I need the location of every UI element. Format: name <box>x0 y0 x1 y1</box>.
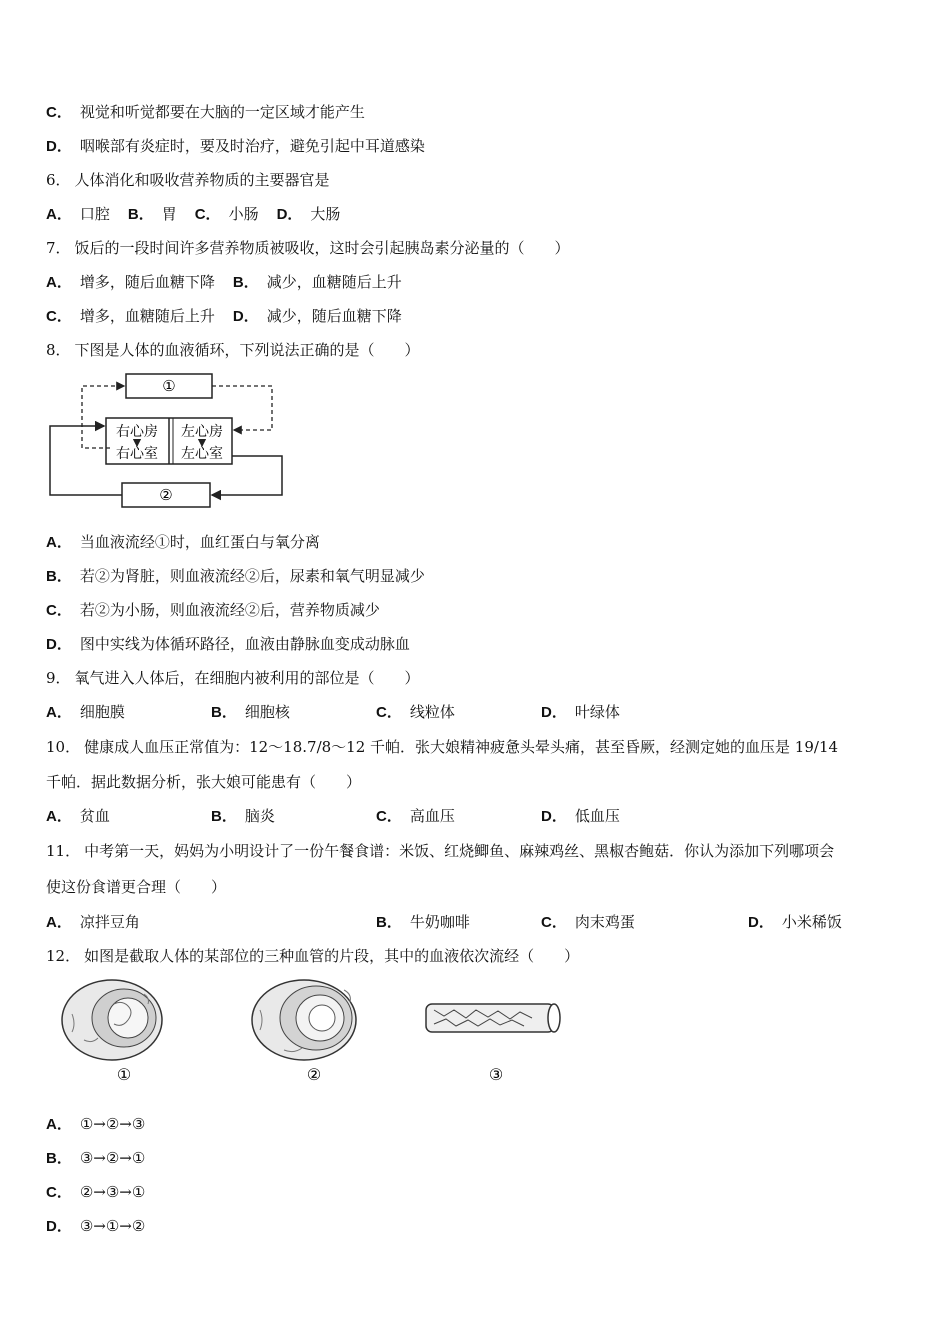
option-text: 线粒体 <box>409 703 455 721</box>
q11-option-a[interactable] <box>46 912 140 933</box>
q12-stem <box>46 946 579 966</box>
q10-stem-line1 <box>46 737 838 757</box>
question-number: 10． <box>46 738 81 756</box>
question-text: 中考第一天，妈妈为小明设计了一份午餐食谱：米饭、红烧鲫鱼、麻辣鸡丝、黑椒杏鲍菇．你认为添加下列哪项会 <box>84 842 835 860</box>
question-text: 氧气进入人体后，在细胞内被利用的部位是（ ） <box>74 669 420 687</box>
q11-option-b[interactable] <box>376 912 470 933</box>
option-label: B． <box>211 808 237 825</box>
q7-option-a[interactable] <box>46 272 215 293</box>
option-text: 脑炎 <box>244 807 275 825</box>
option-label: A． <box>46 534 72 551</box>
option-text: 图中实线为体循环路径，血液由静脉血变成动脉血 <box>79 635 410 653</box>
q6-option-d[interactable] <box>277 204 341 225</box>
option-text: 当血液流经①时，血红蛋白与氧分离 <box>79 533 320 551</box>
q10-option-b[interactable] <box>211 806 275 827</box>
option-text: 大肠 <box>310 205 341 223</box>
q10-stem-line2 <box>46 772 361 792</box>
option-text: 减少，随后血糖下降 <box>266 307 402 325</box>
left-ventricle-label: 左心室 <box>181 446 223 462</box>
q6-stem <box>46 170 330 190</box>
option-label: C． <box>46 1184 72 1201</box>
figure-label-2: ② <box>306 1065 322 1084</box>
q11-option-c[interactable] <box>541 912 635 933</box>
q8-option-b[interactable] <box>46 566 425 587</box>
q8-stem <box>46 340 420 360</box>
q6-option-a[interactable] <box>46 204 110 225</box>
q6-options <box>46 204 358 225</box>
option-label: A． <box>46 704 72 721</box>
q12-option-d[interactable] <box>46 1216 145 1237</box>
q8-option-d[interactable] <box>46 634 410 655</box>
question-text: 千帕．据此数据分析，张大娘可能患有（ ） <box>46 773 362 791</box>
option-text: ③→①→② <box>79 1217 146 1235</box>
q7-options-ab <box>46 272 420 293</box>
blood-vessels-figure <box>44 974 574 1086</box>
question-text: 人体消化和吸收营养物质的主要器官是 <box>74 171 330 189</box>
option-label: D． <box>46 138 72 155</box>
option-text: 肉末鸡蛋 <box>574 913 635 931</box>
option-text: 牛奶咖啡 <box>409 913 470 931</box>
option-text: 细胞核 <box>244 703 290 721</box>
option-text: 胃 <box>161 205 177 223</box>
q7-option-b[interactable] <box>233 272 402 293</box>
q6-option-c[interactable] <box>195 204 259 225</box>
circulation-diagram <box>44 370 289 510</box>
q7-stem <box>46 238 570 258</box>
question-number: 8． <box>46 341 71 359</box>
option-text: 小肠 <box>228 205 259 223</box>
option-text: 减少，血糖随后上升 <box>266 273 402 291</box>
option-label: C． <box>194 206 221 223</box>
option-text: 凉拌豆角 <box>79 913 140 931</box>
q10-option-a[interactable] <box>46 806 110 827</box>
q9-option-d[interactable] <box>541 702 620 723</box>
option-text: 若②为肾脏，则血液流经②后，尿素和氧气明显减少 <box>79 567 425 585</box>
question-number: 7． <box>46 239 71 257</box>
option-text: 咽喉部有炎症时，要及时治疗，避免引起中耳道感染 <box>79 137 425 155</box>
option-label: C． <box>376 808 402 825</box>
option-text: ③→②→① <box>79 1149 146 1167</box>
q7-option-d[interactable] <box>233 306 402 327</box>
question-text: 健康成人血压正常值为：12～18.7/8～12 千帕．张大娘精神疲惫头晕头痛，甚至昏厥，经测定她的血压是 19/14 <box>84 738 839 756</box>
q9-option-a[interactable] <box>46 702 125 723</box>
option-label: B． <box>232 274 259 291</box>
question-text: 下图是人体的血液循环，下列说法正确的是（ ） <box>74 341 420 359</box>
option-text: 细胞膜 <box>79 703 125 721</box>
q10-option-c[interactable] <box>376 806 455 827</box>
q8-option-c[interactable] <box>46 600 380 621</box>
q7-options-cd <box>46 306 420 327</box>
question-text: 使这份食谱更合理（ ） <box>46 878 227 896</box>
q6-option-b[interactable] <box>128 204 177 225</box>
option-text: ②→③→① <box>79 1183 146 1201</box>
option-label: B． <box>46 1150 72 1167</box>
option-text: 小米稀饭 <box>781 913 842 931</box>
q7-option-c[interactable] <box>46 306 215 327</box>
q9-option-b[interactable] <box>211 702 290 723</box>
option-label: C． <box>376 704 402 721</box>
option-label: B． <box>376 914 402 931</box>
q11-stem-line1 <box>46 841 834 861</box>
option-label: A． <box>46 914 72 931</box>
option-label: A． <box>46 206 72 223</box>
figure-label-1: ① <box>116 1065 132 1084</box>
box-2-label: ② <box>159 486 173 504</box>
vessel-3-capillary <box>426 1004 560 1032</box>
q9-stem <box>46 668 420 688</box>
q8-option-a[interactable] <box>46 532 320 553</box>
option-label: A． <box>46 274 72 291</box>
right-atrium-label: 右心房 <box>116 424 158 440</box>
option-label: B． <box>127 206 154 223</box>
option-label: D． <box>541 808 567 825</box>
option-text: 增多，血糖随后上升 <box>79 307 215 325</box>
option-text: ①→②→③ <box>79 1115 146 1133</box>
option-label: C． <box>46 602 72 619</box>
question-number: 6． <box>46 171 71 189</box>
option-text: 贫血 <box>79 807 110 825</box>
option-label: A． <box>46 1116 72 1133</box>
q5-option-d[interactable] <box>46 136 425 157</box>
question-number: 9． <box>46 669 71 687</box>
option-text: 高血压 <box>409 807 455 825</box>
q11-option-d[interactable] <box>748 912 842 933</box>
option-label: D． <box>748 914 774 931</box>
option-label: B． <box>211 704 237 721</box>
option-label: D． <box>276 206 303 223</box>
option-text: 口腔 <box>79 205 110 223</box>
option-text: 视觉和听觉都要在大脑的一定区域才能产生 <box>79 103 365 121</box>
q9-option-c[interactable] <box>376 702 455 723</box>
option-text: 低血压 <box>574 807 620 825</box>
q12-option-a[interactable] <box>46 1114 145 1135</box>
box-1-label: ① <box>162 377 176 395</box>
option-label: D． <box>541 704 567 721</box>
option-label: A． <box>46 808 72 825</box>
q11-stem-line2 <box>46 877 226 897</box>
question-number: 11． <box>46 842 81 860</box>
vessel-2-vein <box>252 980 356 1060</box>
right-ventricle-label: 右心室 <box>116 446 158 462</box>
left-atrium-label: 左心房 <box>181 424 223 440</box>
figure-label-3: ③ <box>488 1065 504 1084</box>
question-text: 饭后的一段时间许多营养物质被吸收，这时会引起胰岛素分泌量的（ ） <box>74 239 570 257</box>
q10-option-d[interactable] <box>541 806 620 827</box>
q12-option-b[interactable] <box>46 1148 145 1169</box>
question-number: 12． <box>46 947 81 965</box>
option-label: B． <box>46 568 72 585</box>
option-label: D． <box>46 636 72 653</box>
option-label: C． <box>46 104 72 121</box>
option-text: 叶绿体 <box>574 703 620 721</box>
vessel-1-artery <box>62 980 162 1060</box>
option-text: 若②为小肠，则血液流经②后，营养物质减少 <box>79 601 380 619</box>
option-label: C． <box>541 914 567 931</box>
question-text: 如图是截取人体的某部位的三种血管的片段，其中的血液依次流经（ ） <box>84 947 580 965</box>
option-label: D． <box>46 1218 72 1235</box>
q12-option-c[interactable] <box>46 1182 145 1203</box>
option-text: 增多，随后血糖下降 <box>79 273 215 291</box>
option-label: D． <box>232 308 259 325</box>
option-label: C． <box>46 308 72 325</box>
q5-option-c[interactable] <box>46 102 365 123</box>
